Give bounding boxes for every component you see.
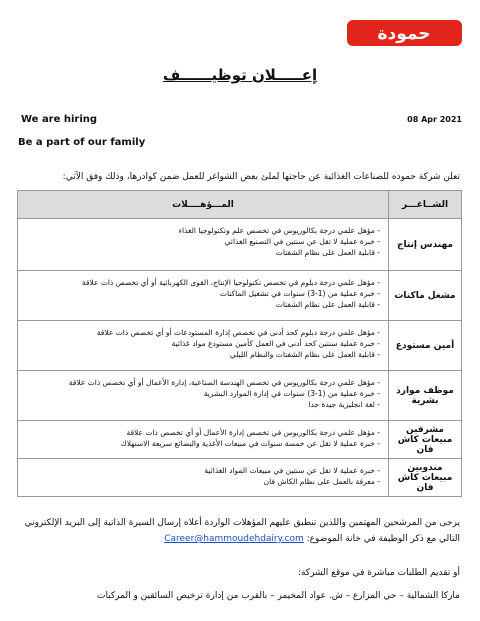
table-row <box>18 421 462 459</box>
apply-instructions-line2 <box>20 534 460 544</box>
job-title: مهندس إنتاج <box>389 219 462 271</box>
table-row <box>18 371 462 421</box>
job-title: مندوبين مبيعات كاش فان <box>389 459 462 497</box>
qualification-line: - مؤهل علمي درجة بكالوريوس في تخصص الهندسة الصناعية، إدارة الأعمال أو أي تخصص ذات علاقة <box>68 378 380 387</box>
career-email-link[interactable]: Career@hammoudehdairy.com <box>164 534 304 544</box>
table-row <box>18 219 462 271</box>
qualification-line: - قابلية العمل على نظام الشفتات والنظام الليلي <box>229 350 380 359</box>
qualification-line: - مؤهل علمي درجة بكالوريوس في تخصص علم وتكنولوجيا الغذاء <box>178 226 380 235</box>
qualification-line: - خبرة عملية لا تقل عن سنتين في مبيعات المواد الغذائية <box>204 466 380 475</box>
jobs-table <box>17 190 462 497</box>
post-date: 08 Apr 2021 <box>407 115 462 124</box>
company-address: ماركا الشمالية – حي المزارع – ش. عواد المخيمر – بالقرب من إدارة ترخيص السائقين و المركبات <box>96 591 460 601</box>
company-logo <box>347 18 462 48</box>
qualification-line: - معرفة بالعمل على نظام الكاش فان <box>263 477 380 486</box>
job-qualifications <box>18 421 389 459</box>
job-qualifications <box>18 271 389 321</box>
job-title: أمين مستودع <box>389 321 462 371</box>
job-qualifications <box>18 459 389 497</box>
job-title: موظف موارد بشرية <box>389 371 462 421</box>
job-title: مشغل ماكنات <box>389 271 462 321</box>
announcement-title: إعـــــلان توظيــــــف <box>162 66 318 84</box>
qualification-line: - مؤهل علمي درجة دبلوم كحد أدنى في تخصص إدارة المستودعات أو أي تخصص ذات علاقة <box>96 328 380 337</box>
job-title: مشرفين مبيعات كاش فان <box>389 421 462 459</box>
qualification-line: - خبرة عملية سنتين كحد أدنى في العمل كأمين مستودع مواد غذائية <box>171 339 380 348</box>
qualification-line: - خبرة عملية لا تقل عن سنتين في التصنيع الغذائي <box>224 237 380 246</box>
table-header-row <box>18 191 462 219</box>
header-qualifications: المـــؤهــــلات <box>18 191 389 219</box>
qualification-line: - خبرة عملية لا تقل عن خمسة سنوات في مبيعات الأغذية والبضائع سريعة الاستهلاك <box>120 439 380 448</box>
job-qualifications <box>18 371 389 421</box>
qualification-line: - قابلية العمل على نظام الشفتات <box>275 300 380 309</box>
qualification-line: - مؤهل علمي درجة دبلوم في تخصص تكنولوجيا الإنتاج، القوى الكهربائية أو أي تخصص ذات علاقة <box>81 278 380 287</box>
logo-text: حمودة <box>377 24 431 44</box>
qualification-line: - قابلية العمل على نظام الشفتات <box>275 248 380 257</box>
table-row <box>18 459 462 497</box>
job-qualifications <box>18 321 389 371</box>
table-row <box>18 271 462 321</box>
walkin-text: أو تقديم الطلبات مباشرة في موقع الشركة: <box>297 568 460 578</box>
header-vacancy: الشــاغـــر <box>389 191 462 219</box>
apply-instructions-text: التالي مع ذكر الوظيفة في خانة الموضوع: <box>306 534 460 544</box>
intro-text: تعلن شركة حموده للصناعات الغذائية عن حاجتها لملئ بعض الشواغر للعمل ضمن كوادرها، وذلك وفق الآتي: <box>62 172 460 182</box>
qualification-line: - خبرة عملية من (1-3) سنوات في تشغيل الماكنات <box>219 289 380 298</box>
table-row <box>18 321 462 371</box>
apply-instructions-line1: يرجى من المرشحين المهتمين واللذين تنطبق عليهم المؤهلات الواردة أعلاه إرسال السيرة الذاتية إلى البريد الإلكتروني <box>24 518 460 528</box>
qualification-line: - مؤهل علمي درجة بكالوريوس في تخصص إدارة الأعمال أو أي تخصص ذات علاقة <box>126 428 380 437</box>
job-qualifications <box>18 219 389 271</box>
hiring-heading: We are hiring <box>21 114 98 125</box>
qualification-line: - لغة انجليزية جيدة جدا <box>308 400 380 409</box>
qualification-line: - خبرة عملية من (1-3) سنوات في إدارة الموارد البشرية <box>203 389 380 398</box>
tagline: Be a part of our family <box>18 137 146 148</box>
